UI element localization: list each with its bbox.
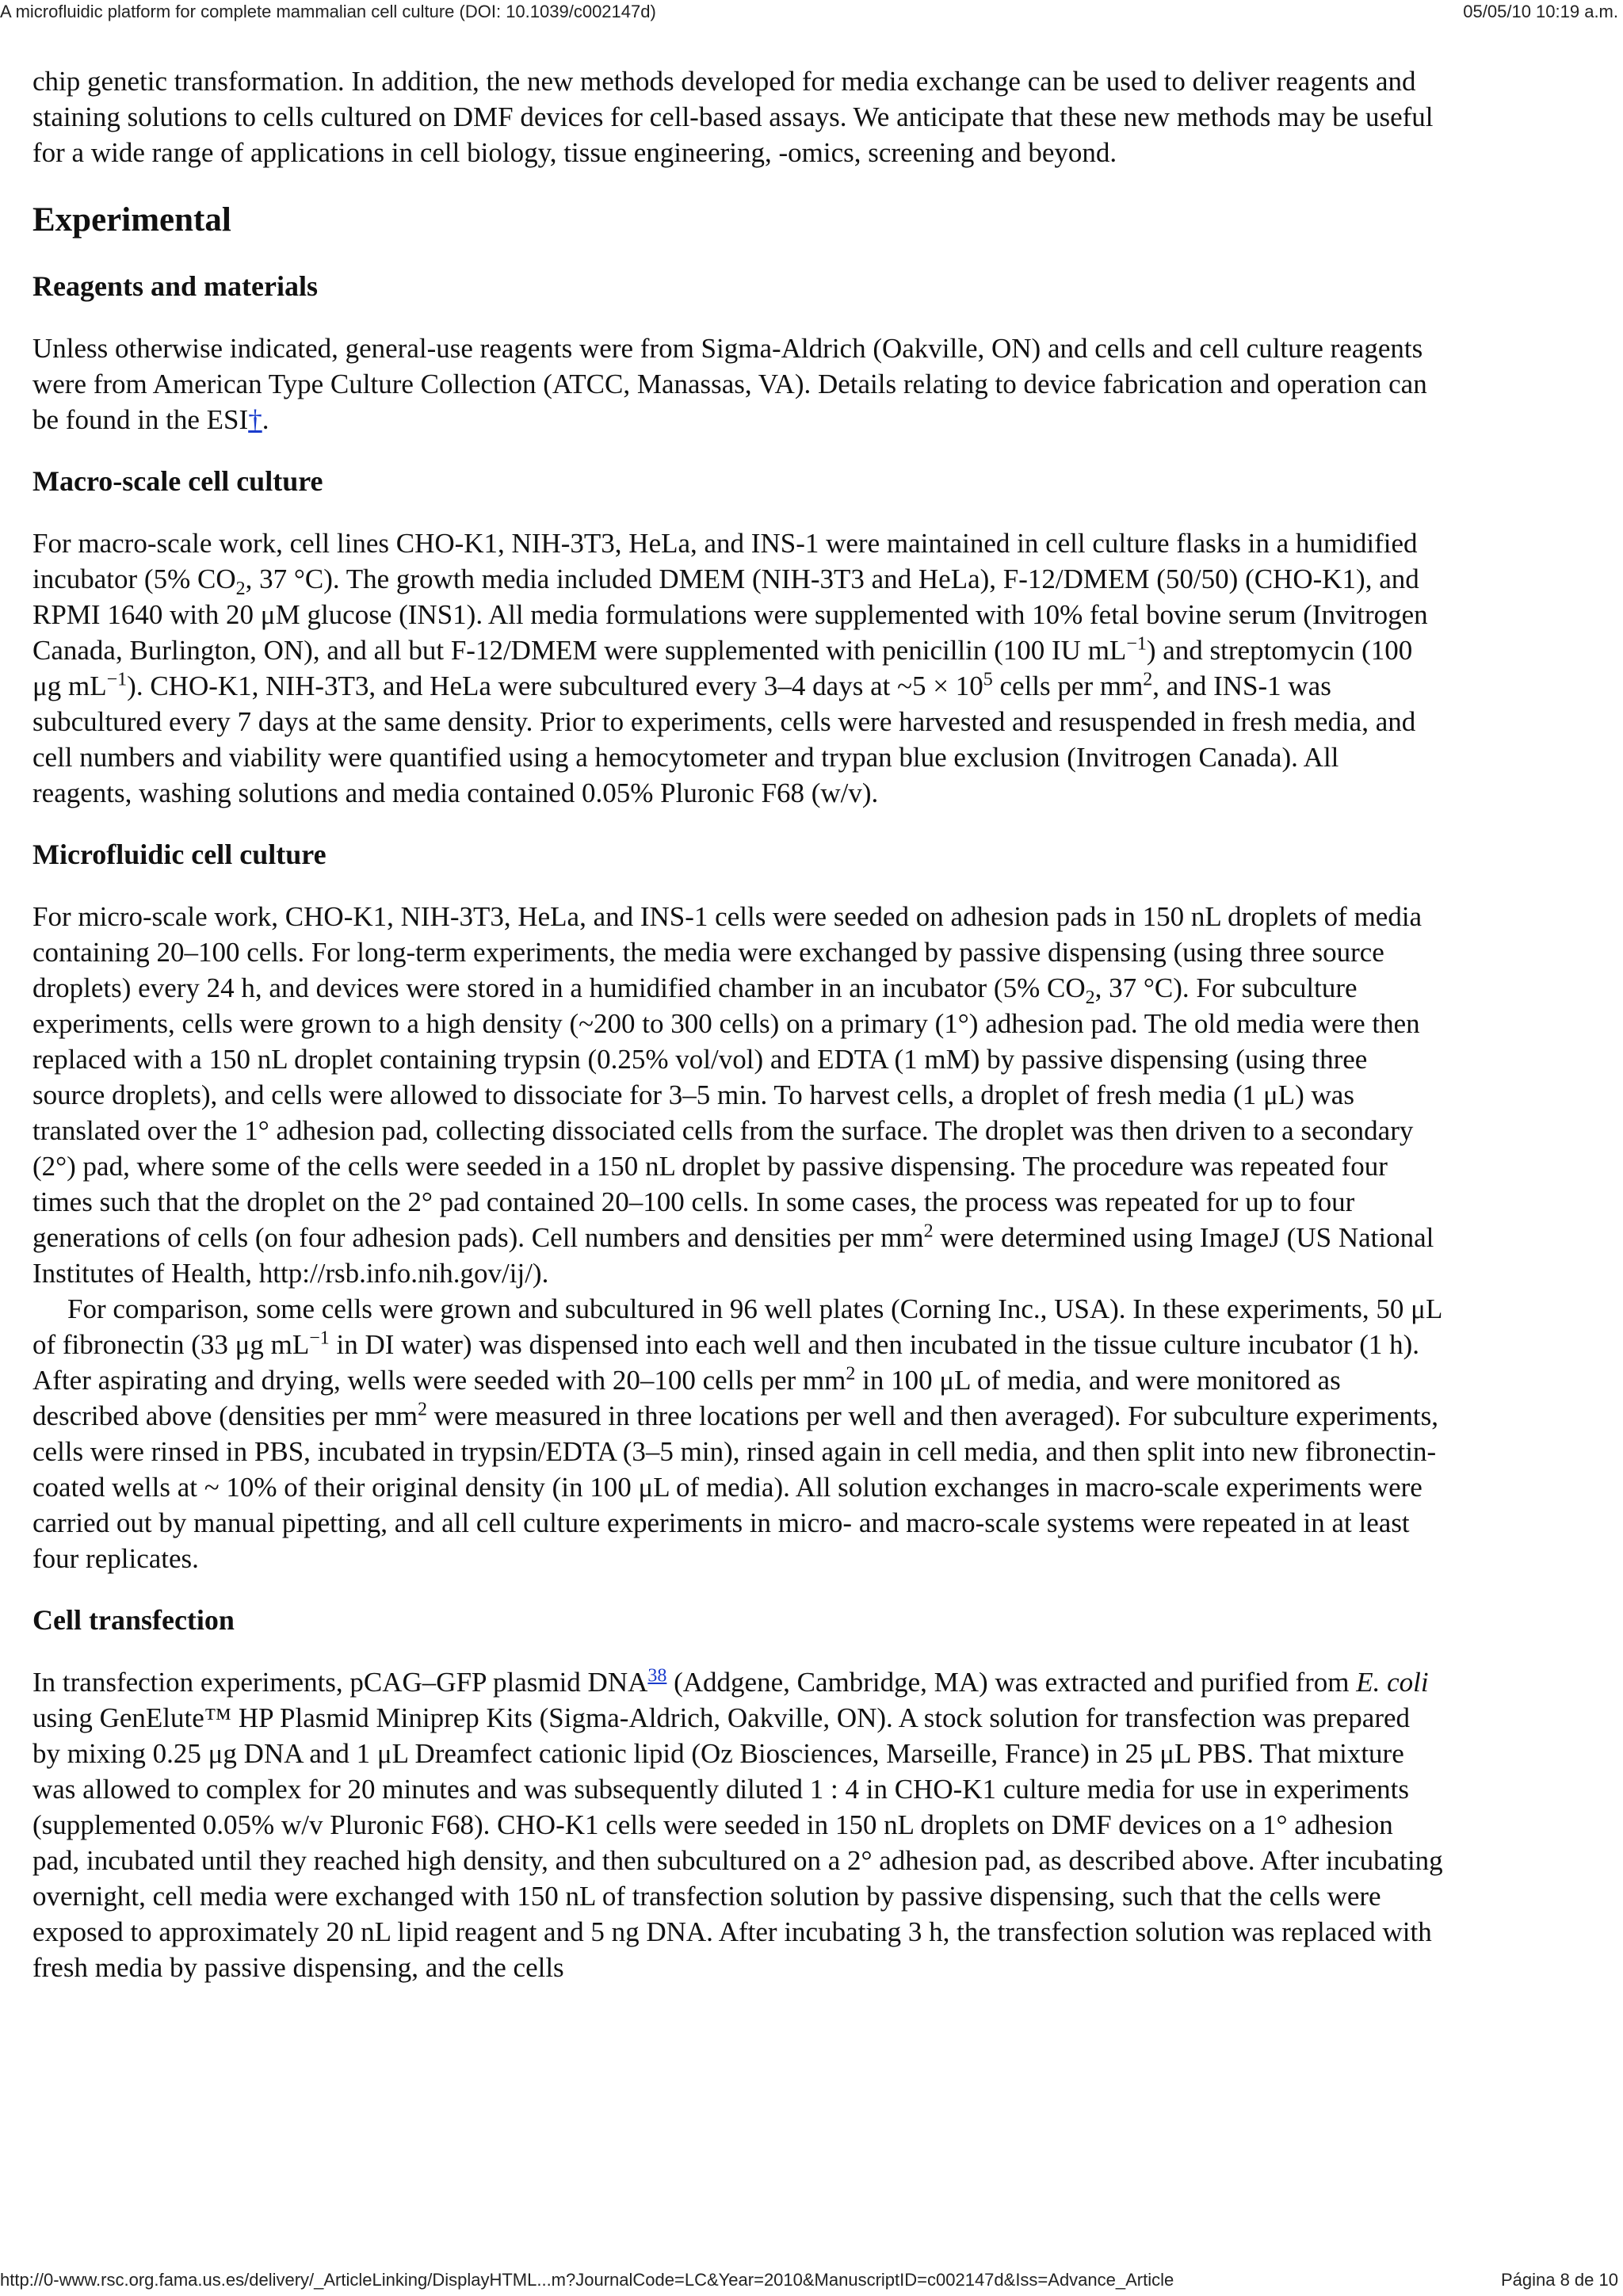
subheading-transfection: Cell transfection (32, 1604, 235, 1636)
document-title: A microfluidic platform for complete mammalian cell culture (DOI: 10.1039/c002147d) (0, 2, 656, 21)
print-footer (0, 2265, 1623, 2296)
micro-paragraph-2: For comparison, some cells were grown and subcultured in 96 well plates (Corning Inc., USA). In these experiments, 50 μL of fibronectin (33 μg $mL^{-1}$ in DI water) was dispensed into each well and then incubated in the tissue culture incubator (1 h). After aspirating and drying, wells were seeded with 20–100 cells per $mm^2$ in 100 μL of media, and were monitored as described above (densities per $mm^2$ were measured in three locations per well and then averaged). For subculture experiments, cells were rinsed in PBS, incubated in trypsin/EDTA (3–5 min), rinsed again in cell media, and then split into new fibronectin-coated wells at ~ 10% of their original density (in 100 μL of media). All solution exchanges in macro-scale experiments were carried out by manual pipetting, and all cell culture experiments in micro- and macro-scale systems were repeated in at least four replicates. (32, 1293, 1442, 1574)
subheading-macro-scale: Macro-scale cell culture (32, 465, 323, 497)
intro-paragraph: chip genetic transformation. In addition, the new methods developed for media exchange can be used to deliver reagents and staining solutions to cells cultured on DMF devices for cell-based assays. We anticipate that these new methods may be useful for a wide range of applications in cell biology, tissue engineering, -omics, screening and beyond. (32, 66, 1434, 168)
print-datetime: 05/05/10 10:19 a.m. (1463, 2, 1618, 21)
print-header (0, 0, 1623, 32)
section-heading-experimental: Experimental (32, 201, 231, 239)
page-number: Página 8 de 10 (1500, 2270, 1618, 2290)
page-url: http://0-www.rsc.org.fama.us.es/delivery/_ArticleLinking/DisplayHTML...m?JournalCode=LC&Year=2010&ManuscriptID=c002147d&Iss=Advance_Article (0, 2270, 1174, 2290)
subheading-microfluidic: Microfluidic cell culture (32, 839, 327, 870)
reference-link-38[interactable]: 38 (647, 1665, 667, 1687)
article-body (32, 63, 1443, 2011)
reagents-paragraph: Unless otherwise indicated, general-use reagents were from Sigma-Aldrich (Oakville, ON) and cells and cell culture reagents were from American Type Culture Collection (ATCC, Manassas, VA). Details relating to device fabrication and operation can be found in the ESI†. (32, 333, 1427, 435)
micro-paragraph-1: For micro-scale work, CHO-K1, NIH-3T3, HeLa, and INS-1 cells were seeded on adhesion pads in 150 nL droplets of media containing 20–100 cells. For long-term experiments, the media were exchanged by passive dispensing (using three source droplets) every 24 h, and devices were stored in a humidified chamber in an incubator (5% $CO_2$, 37 °C). For subculture experiments, cells were grown to a high density (~200 to 300 cells) on a primary (1°) adhesion pad. The old media were then replaced with a 150 nL droplet containing trypsin (0.25% vol/vol) and EDTA (1 mM) by passive dispensing (using three source droplets), and cells were allowed to dissociate for 3–5 min. To harvest cells, a droplet of fresh media (1 μL) was translated over the 1° adhesion pad, collecting dissociated cells from the surface. The droplet was then driven to a secondary (2°) pad, where some of the cells were seeded in a 150 nL droplet by passive dispensing. The procedure was repeated four times such that the droplet on the 2° pad contained 20–100 cells. In some cases, the process was repeated for up to four generations of cells (on four adhesion pads). Cell numbers and densities per $mm^2$ were determined using ImageJ (US National Institutes of Health, http://rsb.info.nih.gov/ij/). (32, 901, 1434, 1289)
esi-link[interactable]: † (248, 404, 262, 435)
subheading-reagents: Reagents and materials (32, 270, 318, 302)
transfection-paragraph: In transfection experiments, pCAG–GFP plasmid DNA$^{38}$ (Addgene, Cambridge, MA) was extracted and purified from E. coli using GenElute™ HP Plasmid Miniprep Kits (Sigma-Aldrich, Oakville, ON). A stock solution for transfection was prepared by mixing 0.25 μg DNA and 1 μL Dreamfect cationic lipid (Oz Biosciences, Marseille, France) in 25 μL PBS. That mixture was allowed to complex for 20 minutes and was subsequently diluted 1 : 4 in CHO-K1 culture media for use in experiments (supplemented 0.05% w/v Pluronic F68). CHO-K1 cells were seeded in 150 nL droplets on DMF devices on a 1° adhesion pad, incubated until they reached high density, and then subcultured on a 2° adhesion pad, as described above. After incubating overnight, cell media were exchanged with 150 nL of transfection solution by passive dispensing, such that the cells were exposed to approximately 20 nL lipid reagent and 5 ng DNA. After incubating 3 h, the transfection solution was replaced with fresh media by passive dispensing, and the cells (32, 1665, 1443, 1983)
macro-paragraph: For macro-scale work, cell lines CHO-K1, NIH-3T3, HeLa, and INS-1 were maintained in cell culture flasks in a humidified incubator (5% $CO_2$, 37 °C). The growth media included DMEM (NIH-3T3 and HeLa), F-12/DMEM (50/50) (CHO-K1), and RPMI 1640 with 20 μM glucose (INS1). All media formulations were supplemented with 10% fetal bovine serum (Invitrogen Canada, Burlington, ON), and all but F-12/DMEM were supplemented with penicillin (100 IU $mL^{-1}$) and streptomycin (100 μg $mL^{-1}$). CHO-K1, NIH-3T3, and HeLa were subcultured every 3–4 days at ~5 × $10^5$ cells per $mm^2$, and INS-1 was subcultured every 7 days at the same density. Prior to experiments, cells were harvested and resuspended in fresh media, and cell numbers and viability were quantified using a hemocytometer and trypan blue exclusion (Invitrogen Canada). All reagents, washing solutions and media contained 0.05% Pluronic F68 (w/v). (32, 528, 1428, 808)
